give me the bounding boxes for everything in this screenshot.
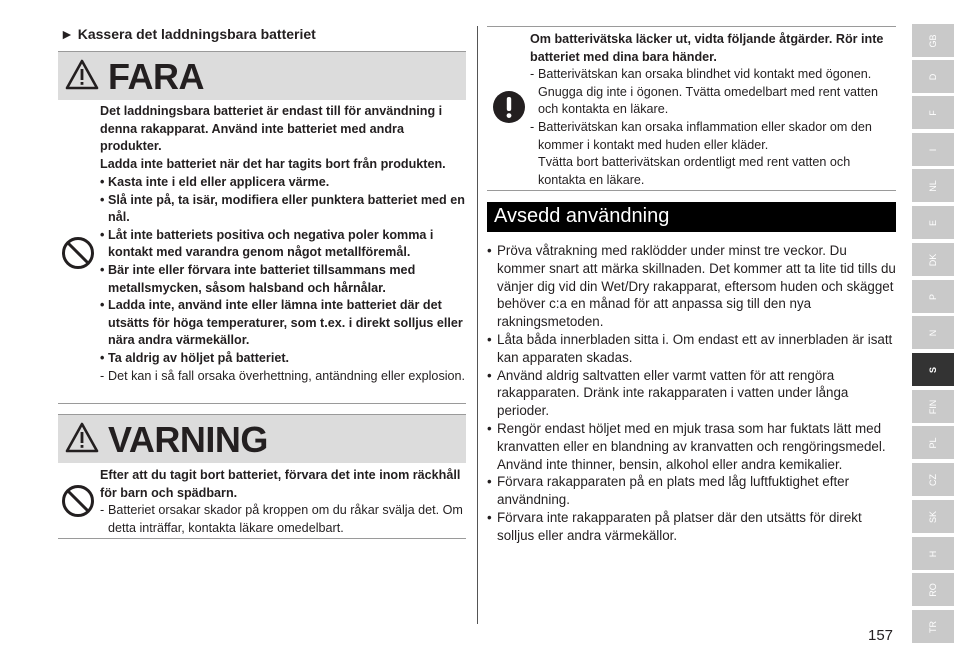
exclamation-circle-icon xyxy=(492,90,526,124)
usage-heading: Avsedd användning xyxy=(494,205,670,227)
list-item: • Slå inte på, ta isär, modifiera eller punktera batteriet med en nål. xyxy=(100,192,465,225)
list-item: • Låta båda innerbladen sitta i. Om endast ett av innerbladen är isatt kan apparaten skadas. xyxy=(487,331,893,365)
column-divider xyxy=(477,26,478,624)
danger-bullet-list xyxy=(100,174,468,385)
warning-title: VARNING xyxy=(108,419,268,460)
divider xyxy=(58,538,466,539)
divider xyxy=(487,190,896,191)
language-tab-dk[interactable]: DK xyxy=(912,243,954,276)
dash-note-continuation: Gnugga dig inte i ögonen. Tvätta omedelbart med rent vatten och kontakta en läkare. xyxy=(538,84,879,117)
warning-triangle-icon xyxy=(64,58,100,92)
danger-banner xyxy=(58,51,466,100)
list-item: • Bär inte eller förvara inte batteriet tillsammans med metallsmycken, såsom halsband och hårnålar. xyxy=(100,262,416,295)
divider xyxy=(487,26,896,27)
list-item: • Ta aldrig av höljet på batteriet. xyxy=(100,350,290,365)
usage-bullet-list xyxy=(487,242,897,545)
language-tab-e[interactable]: E xyxy=(912,206,954,239)
language-tab-sk[interactable]: SK xyxy=(912,500,954,533)
language-tab-cz[interactable]: CZ xyxy=(912,463,954,496)
list-item: • Förvara inte rakapparaten på platser där den utsätts för direkt solljus eller andra värmekällor. xyxy=(487,509,862,543)
language-tab-ro[interactable]: RO xyxy=(912,573,954,606)
language-tab-nl[interactable]: NL xyxy=(912,169,954,202)
list-item: • Ladda inte, använd inte eller lämna inte batteriet där det utsätts för höga temperaturer, som t.ex. i direkt solljus eller nära andra värmekällor. xyxy=(100,298,463,348)
dash-note-continuation: Tvätta bort batterivätskan ordentligt med rent vatten och kontakta en läkare. xyxy=(538,155,851,187)
dash-note: - Batteriet orsakar skador på kroppen om du råkar svälja det. Om detta inträffar, kontakta läkare omedelbart. xyxy=(100,503,463,535)
list-item: • Förvara rakapparaten på en plats med låg luftfuktighet efter användning. xyxy=(487,474,850,508)
divider xyxy=(58,403,466,404)
language-tab-n[interactable]: N xyxy=(912,316,954,349)
dash-note: - Batterivätskan kan orsaka blindhet vid kontakt med ögonen. xyxy=(530,67,872,82)
language-tab-gb[interactable]: GB xyxy=(912,24,954,57)
language-tab-s[interactable]: S xyxy=(912,353,954,386)
danger-title: FARA xyxy=(108,56,204,97)
list-item: • Pröva våtrakning med raklödder under minst tre veckor. Du kommer snart att märka skillnaden. Det kommer att ta lite tid tills du vänjer dig vid din Wet/Dry rakapparat, eftersom huden och skägget behöver c:a en månad för att anpassa sig till den nya rakningsmetoden. xyxy=(487,243,896,330)
language-tab-p[interactable]: P xyxy=(912,280,954,313)
prohibited-icon xyxy=(61,236,95,270)
section-title: ► Kassera det laddningsbara batteriet xyxy=(60,26,316,42)
warning-dash-list xyxy=(100,502,468,537)
dash-note: - Batterivätskan kan orsaka inflammation eller skador om den kommer i kontakt med huden eller kläder. xyxy=(530,119,872,152)
list-item: • Rengör endast höljet med en mjuk trasa som har fuktats lätt med kranvatten eller en blandning av kranvatten och rengöringsmedel. Använd inte thinner, bensin, alkohol eller andra kemikalier. xyxy=(487,420,886,472)
language-tab-d[interactable]: D xyxy=(912,60,954,93)
leak-bold-text: Om batterivätska läcker ut, vidta följande åtgärder. Rör inte batteriet med dina bara händer. xyxy=(530,32,884,64)
warning-bold-text: Efter att du tagit bort batteriet, förvara det inte inom räckhåll för barn och spädbarn. xyxy=(100,468,461,500)
list-item: • Låt inte batteriets positiva och negativa poler komma i kontakt med varandra genom något metallföremål. xyxy=(100,227,434,260)
warning-banner xyxy=(58,414,466,463)
language-tab-pl[interactable]: PL xyxy=(912,426,954,459)
language-tab-fin[interactable]: FIN xyxy=(912,390,954,423)
danger-intro-2: Ladda inte batteriet när det har tagits bort från produkten. xyxy=(100,157,446,171)
language-tab-h[interactable]: H xyxy=(912,537,954,570)
leak-block xyxy=(530,31,898,189)
danger-intro: Det laddningsbara batteriet är endast till för användning i denna rakapparat. Använd inte batteriet med andra produkter. xyxy=(100,104,443,154)
dash-note: - Det kan i så fall orsaka överhettning, antändning eller explosion. xyxy=(100,368,466,383)
language-tab-i[interactable]: I xyxy=(912,133,954,166)
warning-triangle-icon xyxy=(64,421,100,455)
prohibited-icon xyxy=(61,484,95,518)
list-item: • Använd aldrig saltvatten eller varmt vatten för att rengöra rakapparaten. Dränk inte rakapparaten i vatten under långa perioder. xyxy=(487,367,849,419)
language-tab-tr[interactable]: TR xyxy=(912,610,954,643)
language-tab-f[interactable]: F xyxy=(912,96,954,129)
list-item: • Kasta inte i eld eller applicera värme. xyxy=(100,175,330,189)
page-number: 157 xyxy=(868,627,894,644)
